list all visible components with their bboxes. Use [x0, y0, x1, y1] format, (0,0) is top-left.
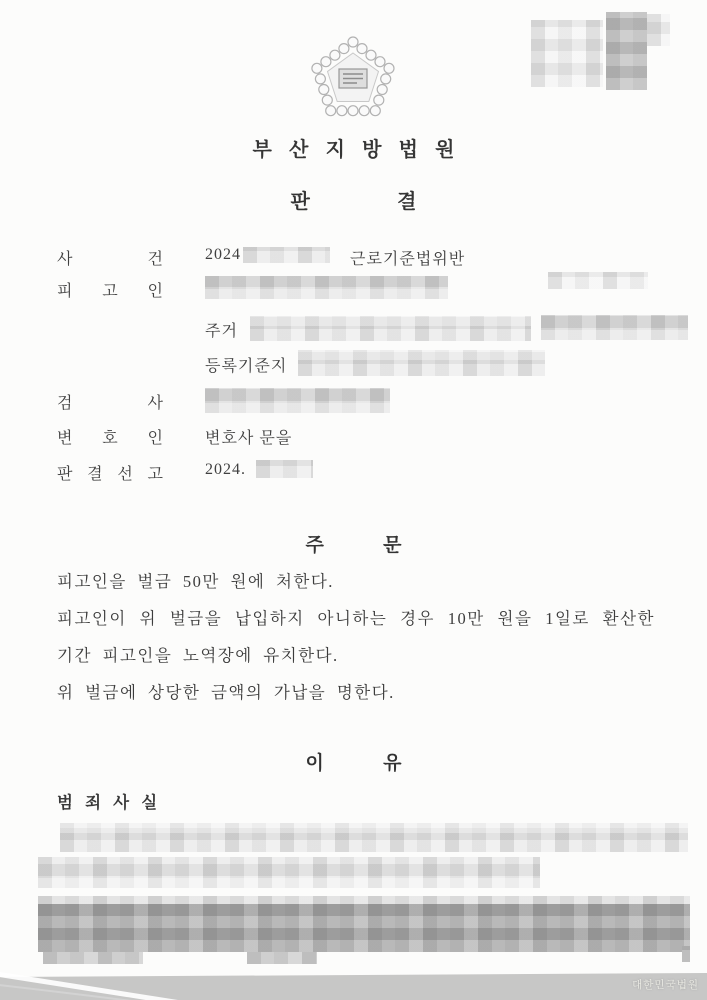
sentencing-value: 2024.: [205, 461, 246, 478]
redaction-block: [531, 20, 603, 87]
redaction-block: [606, 12, 647, 90]
redaction-block: [38, 896, 690, 904]
residence-label: 주거: [205, 323, 238, 340]
redaction-block: [298, 350, 545, 376]
order-body: [57, 563, 655, 711]
court-name-heading: [0, 133, 707, 162]
redaction-block-large: [38, 896, 690, 968]
redaction-block: [60, 823, 688, 852]
reasons-heading-line: [0, 748, 707, 775]
counsel-label: 변 호 인: [57, 430, 163, 447]
field-defendant: [0, 272, 707, 302]
redaction-block: [43, 952, 143, 964]
counsel-value: 변호사 문을: [205, 430, 293, 447]
case-name: 근로기준법위반: [350, 251, 466, 268]
reasons-heading: 이 유: [305, 753, 402, 774]
footer-band: [0, 970, 707, 1000]
domicile-label: 등록기준지: [205, 358, 288, 375]
case-number-year: 2024: [205, 246, 241, 263]
document-title: 판 결: [290, 191, 417, 213]
redaction-block: [38, 904, 690, 952]
case-label: 사 건: [57, 251, 163, 268]
order-line: 피고인을 벌금 50만 원에 처한다.: [57, 572, 334, 591]
field-sentencing: [0, 461, 707, 483]
order-line: 피고인이 위 벌금을 납입하지 아니하는 경우 10만 원을 1일로 환산한 기간 피고인을 노역장에 유치한다.: [57, 609, 655, 665]
facts-heading: 범 죄 사 실: [57, 793, 162, 812]
redaction-block: [647, 14, 670, 46]
order-heading-line: [0, 530, 707, 557]
field-residence: [0, 315, 707, 343]
redaction-block: [38, 857, 540, 888]
redaction-block: [205, 388, 390, 413]
court-seal-icon: [303, 33, 403, 121]
defendant-label: 피 고 인: [57, 283, 163, 300]
order-heading: 주 문: [305, 535, 402, 556]
redaction-block: [243, 247, 330, 263]
field-domicile: [0, 350, 707, 378]
redaction-block: [256, 460, 313, 478]
redaction-block: [548, 272, 648, 289]
redaction-block: [541, 315, 688, 340]
redaction-block: [682, 946, 690, 962]
field-prosecutor: [0, 388, 707, 416]
field-counsel: [0, 425, 707, 447]
document-title-heading: [0, 185, 707, 214]
redaction-block: [247, 952, 317, 964]
court-name: 부 산 지 방 법 원: [252, 139, 455, 161]
sentencing-label: 판 결 선 고: [57, 466, 163, 483]
order-line: 위 벌금에 상당한 금액의 가납을 명한다.: [57, 683, 395, 702]
courts-of-korea-watermark: 대한민국법원: [632, 979, 699, 991]
field-case: [0, 246, 707, 266]
redaction-block: [250, 316, 531, 341]
prosecutor-label: 검 사: [57, 395, 163, 412]
redaction-block: [205, 276, 448, 299]
